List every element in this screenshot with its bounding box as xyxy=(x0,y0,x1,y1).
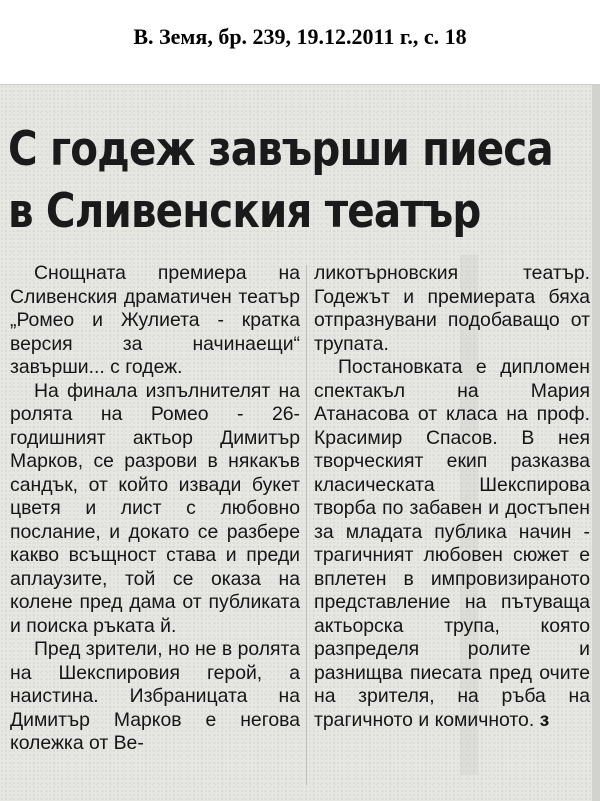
headline-line-1: С годеж завърши пиеса xyxy=(8,122,553,177)
paragraph: Снощната премиера на Сливенския драматичен театър „Ромео и Жулиета - кратка версия за начинаещи“ завърши... с годеж. xyxy=(10,262,300,378)
paragraph-text: Постановката е дипломен спектакъл на Мария Атанасова от класа на проф. Красимир Спасов. В нея творческият екип разказва класическата Шекспирова творба по забавен и достъпен за младата публика начин - трагичният любовен сюжет е вплетен в импровизираното представление на пътуваща актьорска трупа, която разпределя ролите и разнищва пиесата пред очите на зрителя, на ръба на трагичното и комичното. xyxy=(314,356,590,731)
newspaper-clipping xyxy=(0,84,600,801)
paragraph xyxy=(314,356,590,732)
article-column-right xyxy=(314,262,590,732)
source-line: В. Земя, бр. 239, 19.12.2011 г., с. 18 xyxy=(133,24,467,49)
article-column-left xyxy=(10,262,300,756)
paragraph: Пред зрители, но не в ролята на Шекспировия герой, а наистина. Избраницата на Димитър Марков е негова колежка от Ве- xyxy=(10,638,300,754)
author-signoff: з xyxy=(539,708,550,731)
headline-line-2: в Сливенския театър xyxy=(8,184,481,239)
paragraph: ликотърновския театър. Годежът и премиерата бяха отпразнувани подобаващо от трупата. xyxy=(314,262,590,355)
column-divider xyxy=(306,265,307,785)
article-headline xyxy=(8,119,553,243)
paragraph: На финала изпълнителят на ролята на Ромео - 26-годишният актьор Димитър Марков, се разрови в някакъв сандък, от който извади букет цветя и лист с любовно послание, и докато се разбере какво всъщност става и преди аплаузите, той се оказа на колене пред дама от публиката и поиска ръката й. xyxy=(10,379,300,637)
